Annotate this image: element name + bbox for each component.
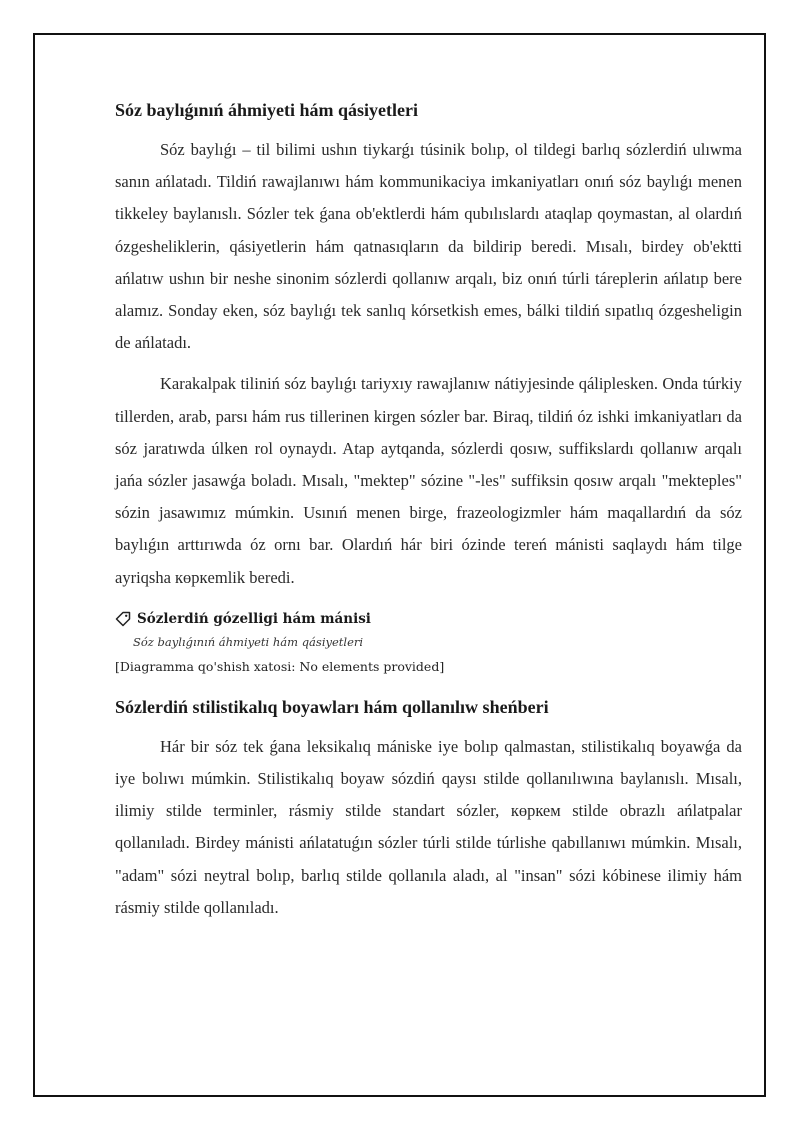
diagram-block (115, 609, 742, 677)
paragraph-stylistic-coloring: Hár bir sóz tek ǵana leksikalıq mániske iye bolıp qalmastan, stilistikalıq boyawǵa da iye bolıwı múmkin. Stilistikalıq boyaw sózdiń qaysı stilde qollanılıwına baylanıslı. Mısalı, ilimiy stilde terminler, rásmiy stilde standart sózler, көркем stilde obrazlı ańlatpalar qollanıladı. Birdey mánisti ańlatatuǵın sózler túrli stilde túrlishe qabıllanıwı múmkin. Mısalı, "adam" sózi neytral bolıp, barlıq stilde qollanıla aladı, al "insan" sózi kóbinese ilimiy hám rásmiy stilde qollanıladı. (115, 736, 742, 917)
diagram-subtitle: Sóz baylıǵınıń áhmiyeti hám qásiyetleri (133, 634, 364, 649)
section-heading-vocabulary-importance: Sóz baylıǵınıń áhmiyeti hám qásiyetleri (115, 100, 419, 120)
tag-icon (115, 611, 131, 627)
section-stylistic (115, 695, 742, 924)
section-heading-stylistic-coloring: Sózlerdiń stilistikalıq boyawları hám qollanılıw sheńberi (115, 696, 549, 717)
diagram-title: Sózlerdiń gózelligi hám mánisi (137, 610, 371, 627)
diagram-error-message: [Diagramma qo'shish xatosi: No elements provided] (115, 658, 445, 674)
paragraph-karakalpak-vocabulary: Karakalpak tiliniń sóz baylıǵı tariyxıy rawajlanıw nátiyjesinde qáliplesken. Onda túrkiy tillerden, arab, parsı hám rus tillerinen kirgen sózler bar. Biraq, tildiń óz ishki imkaniyatları da sóz jaratıwda úlken rol oynaydı. Atap aytqanda, sózlerdi qosıw, suffikslardı qollanıw arqalı jańa sózler jasawǵa boladı. Mısalı, "mektep" sózine "-les" suffiksin qosıw arqalı "mekteples" sózin jasawımız múmkin. Usınıń menen birge, frazeologizmler hám maqallardıń da sóz baylıǵın arttırıwda óz ornı bar. Olardıń hár biri ózinde tereń mánisti saqlaydı hám tilge ayriqsha көркemlik beredi. (115, 374, 742, 587)
document-body (115, 98, 742, 933)
paragraph-vocabulary-definition: Sóz baylıǵı – til bilimi ushın tiykarǵı túsinik bolıp, ol tildegi barlıq sózlerdiń ulıwma sanın ańlatadı. Tildiń rawajlanıwı hám kommunikaciya imkaniyatları onıń sóz baylıǵı menen tikkeley baylanıslı. Sózler tek ǵana ob'ektlerdi hám qubılıslardı ataqlap qoymastan, al olardıń ózgesheliklerin, qásiyetlerin hám qatnasıqların da bildirip beredi. Mısalı, birdey ob'ektti ańlatıw ushın bir neshe sinonim sózlerdi qollanıw arqalı, biz onıń túrli táreplerin ańlatıp bere alamız. Sonday eken, sóz baylıǵı tek sanlıq kórsetkish emes, bálki tildiń sıpatlıq ózgesheligin de ańlatadı. (115, 140, 742, 353)
diagram-title-row (115, 609, 742, 629)
